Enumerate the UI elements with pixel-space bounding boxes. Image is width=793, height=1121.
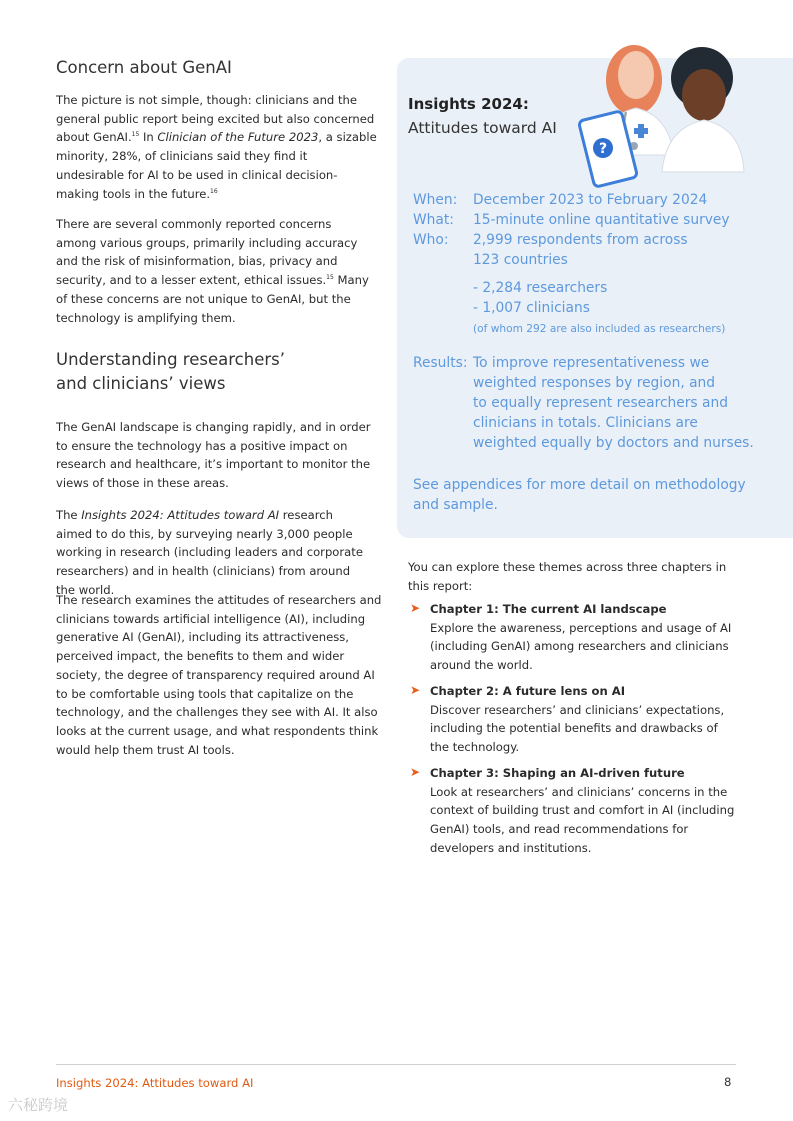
chapter-description: Explore the awareness, perceptions and usage of AI (including GenAI) among researchers and clinicians around the world. [430,620,732,673]
who-value-line1: 2,999 respondents from across [473,232,688,248]
patient-figure [662,47,744,172]
overlap-note: (of whom 292 are also included as researchers) [473,323,726,335]
what-label: What: [413,212,454,228]
chapter-description: Look at researchers’ and clinicians’ concerns in the context of building trust and comfort in AI (including GenAI) tools, and read recommendations for developers and institutions. [430,784,735,855]
box-subtitle: Attitudes toward AI [408,119,557,137]
arrow-icon: ➤ [410,683,421,697]
clinicians-illustration [574,20,754,192]
appendix-note: See appendices for more detail on methodology and sample. [413,477,746,513]
paragraph-understanding-1: The GenAI landscape is changing rapidly, and in order to ensure the technology has a positive impact on research and healthcare, it’s important to monitor the views of those in these areas. [56,420,371,491]
chapter-description: Discover researchers’ and clinicians’ expectations, including the potential benefits and drawbacks of the technology. [430,702,725,755]
when-label: When: [413,192,458,208]
box-title: Insights 2024: [408,95,529,113]
who-value-line2: 123 countries [473,252,568,268]
who-label: Who: [413,232,449,248]
arrow-icon: ➤ [410,765,421,779]
paragraph-concern-1: The picture is not simple, though: clinicians and the general public report being excited but also concerned about GenAI.$^{15}$ In Clinician of the Future 2023, a sizable minority, 28%, of clinicians said they find it undesirable for AI to be used in clinical decision-making tools in the future.$^{16}$ [56,93,377,201]
chapter-item-3 [410,764,740,858]
chapter-item-1 [410,600,740,675]
chapters-intro: You can explore these themes across three chapters in this report: [408,560,727,593]
question-icon: ? [598,141,608,157]
when-value: December 2023 to February 2024 [473,192,708,208]
chapter-title: Chapter 2: A future lens on AI [430,684,626,698]
paragraph-concern-2: There are several commonly reported concerns among various groups, primarily including accuracy and the risk of misinformation, bias, privacy and security, and to a lesser extent, ethical issues.$^{15}$ Many of these concerns are not unique to GenAI, but the technology is amplifying them. [56,217,369,325]
clinicians-count: - 1,007 clinicians [473,300,590,316]
arrow-icon: ➤ [410,601,421,615]
researchers-count: - 2,284 researchers [473,280,608,296]
section-heading-concern: Concern about GenAI [56,58,232,77]
footer-divider [56,1064,736,1065]
results-label: Results: [413,355,468,371]
section-heading-understanding: Understanding researchers’ and clinicians’ views [56,350,285,393]
paragraph-understanding-2: The Insights 2024: Attitudes toward AI research aimed to do this, by surveying nearly 3,000 people working in research (including leaders and corporate researchers) and in health (clinicians) from around the world. [56,508,363,597]
footer-title: Insights 2024: Attitudes toward AI [56,1076,254,1090]
chapter-item-2 [410,682,740,757]
watermark: 六秘跨境 [8,1096,69,1114]
paragraph-understanding-3: The research examines the attitudes of researchers and clinicians towards artificial intelligence (AI), including generative AI (GenAI), including its attractiveness, perceived impact, the benefits to them and wider society, the degree of transparency required around AI to be comfortable using tools that capitalize on the technology, and the challenges they see with AI. It also looks at the current usage, and what respondents think would help them trust AI tools. [56,593,382,757]
what-value: 15-minute online quantitative survey [473,212,730,228]
footnote-ref: 15 [131,131,140,139]
chapter-title: Chapter 3: Shaping an AI-driven future [430,766,685,780]
footnote-ref: 15 [326,274,334,282]
page-number: 8 [724,1075,732,1089]
chapter-title: Chapter 1: The current AI landscape [430,602,667,616]
footnote-ref: 16 [210,187,218,195]
results-text: To improve representativeness we weighted responses by region, and to equally represent researchers and clinicians in totals. Clinicians are weighted equally by doctors and nurses. [473,355,754,451]
